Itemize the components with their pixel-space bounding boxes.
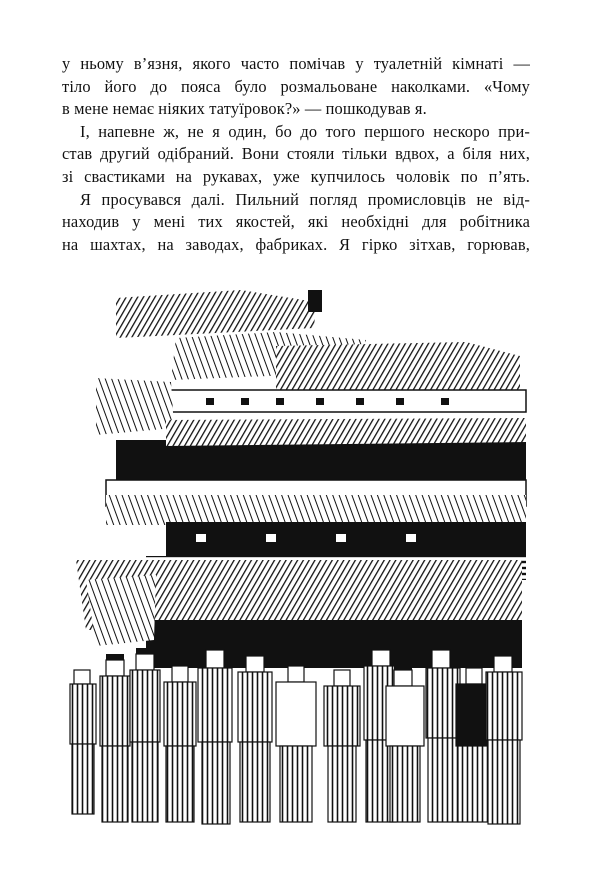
roof-shape xyxy=(116,290,316,338)
wall-shape xyxy=(166,390,526,412)
text-line-1: у ньому в’язня, якого часто помічав у туалетній кімнаті — xyxy=(62,54,530,73)
roof-shape xyxy=(96,378,174,435)
roof-shape xyxy=(106,495,526,525)
prison-camp-engraving-icon xyxy=(66,290,530,832)
roof-shape xyxy=(86,575,156,646)
roof-shape xyxy=(166,418,526,446)
body-text xyxy=(62,53,530,256)
text-line-8: находив у мені тих якостей, які необхідні для робітника xyxy=(62,212,530,232)
text-line-7: Я просувався далі. Пильний погляд промисловців не від- xyxy=(80,189,530,209)
text-line-9: на шахтах, на заводах, фабриках. Я гірко зітхав, горював, xyxy=(62,234,530,254)
dark-roof-band xyxy=(116,440,526,480)
prisoners-group xyxy=(70,650,522,824)
chimney-shape xyxy=(308,290,322,312)
text-line-3: в мене немає ніяких татуїровок?» — пошкодував я. xyxy=(62,99,427,119)
text-line-2: тіло його до пояса було розмальоване наколками. «Чому xyxy=(62,76,530,96)
barrack-wall xyxy=(146,620,522,668)
text-line-5: став другий одібраний. Вони стояли тільки вдвох, а біля них, xyxy=(62,144,530,164)
text-line-6: зі свастиками на рукавах, уже купчилось чоловік по п’ять. xyxy=(62,166,530,186)
text-line-4: І, напевне ж, не я один, бо до того першого нескоро при- xyxy=(80,121,530,141)
